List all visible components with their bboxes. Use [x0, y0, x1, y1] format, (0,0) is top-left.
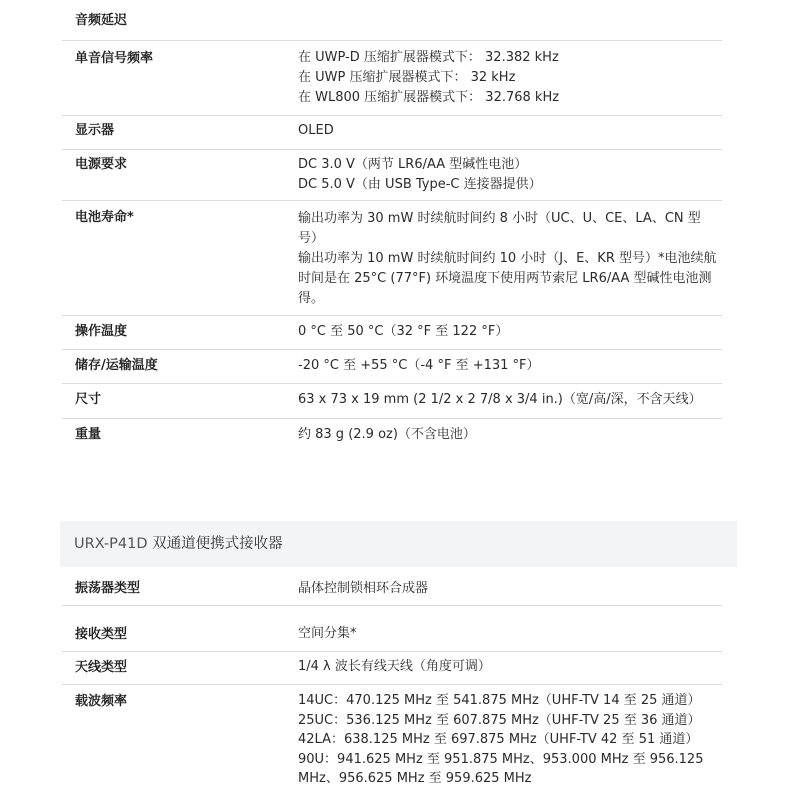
- row-divider: [62, 200, 722, 201]
- value-display: OLED: [298, 123, 334, 138]
- label-tone-frequency: 单音信号频率: [75, 51, 154, 66]
- value-operating-temp: 0 °C 至 50 °C（32 °F 至 122 °F）: [298, 324, 509, 339]
- value-reception-type: 空间分集*: [298, 626, 357, 641]
- row-divider: [62, 315, 722, 316]
- label-reception-type: 接收类型: [75, 627, 128, 642]
- row-divider: [62, 40, 722, 41]
- label-audio-latency: 音频延迟: [75, 13, 128, 28]
- label-dimensions: 尺寸: [75, 392, 102, 407]
- label-display: 显示器: [75, 123, 115, 138]
- value-oscillator-type: 晶体控制锁相环合成器: [298, 581, 429, 596]
- row-divider: [62, 418, 722, 419]
- section-model: URX-P41D: [74, 536, 148, 552]
- row-divider: [62, 651, 722, 652]
- row-divider: [62, 115, 722, 116]
- row-divider: [62, 349, 722, 350]
- value-weight: 约 83 g (2.9 oz)（不含电池）: [298, 427, 476, 442]
- value-carrier-frequency: 14UC：470.125 MHz 至 541.875 MHz（UHF-TV 14 至 25 通道） 25UC：536.125 MHz 至 607.875 MHz（UHF-TV 25 至 36 通道） 42LA：638.125 MHz 至 697.875 MHz（UHF-TV 42 至 51 通道） 90U：941.625 MHz 至 951.875 MHz、953.000 MHz 至 956.125 MHz、956.625 MHz 至 959.625 MHz: [298, 693, 704, 786]
- section-title: 双通道便携式接收器: [152, 536, 283, 552]
- row-divider: [62, 149, 722, 150]
- label-antenna-type: 天线类型: [75, 660, 128, 675]
- value-storage-temp: -20 °C 至 +55 °C（-4 °F 至 +131 °F）: [298, 358, 540, 373]
- label-oscillator-type: 振荡器类型: [75, 581, 141, 596]
- label-storage-temp: 储存/运输温度: [75, 358, 158, 373]
- value-dimensions: 63 x 73 x 19 mm (2 1/2 x 2 7/8 x 3/4 in.)（宽/高/深，不含天线）: [298, 392, 702, 407]
- row-divider: [62, 684, 722, 685]
- value-antenna-type: 1/4 λ 波长有线天线（角度可调）: [298, 659, 491, 674]
- label-weight: 重量: [75, 427, 102, 442]
- value-tone-frequency: 在 UWP-D 压缩扩展器模式下： 32.382 kHz 在 UWP 压缩扩展器模式下： 32 kHz 在 WL800 压缩扩展器模式下： 32.768 kHz: [298, 50, 560, 105]
- label-battery-life: 电池寿命*: [75, 210, 134, 225]
- row-divider: [62, 383, 722, 384]
- section-header: [60, 521, 737, 567]
- label-power: 电源要求: [75, 157, 128, 172]
- value-power: DC 3.0 V（两节 LR6/AA 型碱性电池） DC 5.0 V（由 USB Type-C 连接器提供）: [298, 157, 542, 192]
- label-operating-temp: 操作温度: [75, 324, 128, 339]
- label-carrier-frequency: 载波频率: [75, 694, 128, 709]
- row-divider: [62, 605, 722, 606]
- value-battery-life: 输出功率为 30 mW 时续航时间约 8 小时（UC、U、CE、LA、CN 型 号） 输出功率为 10 mW 时续航时间约 10 小时（J、E、KR 型号）*电池续航 时间是在 25°C (77°F) 环境温度下使用两节索尼 LR6/AA 型碱性电池测 得。: [298, 211, 717, 306]
